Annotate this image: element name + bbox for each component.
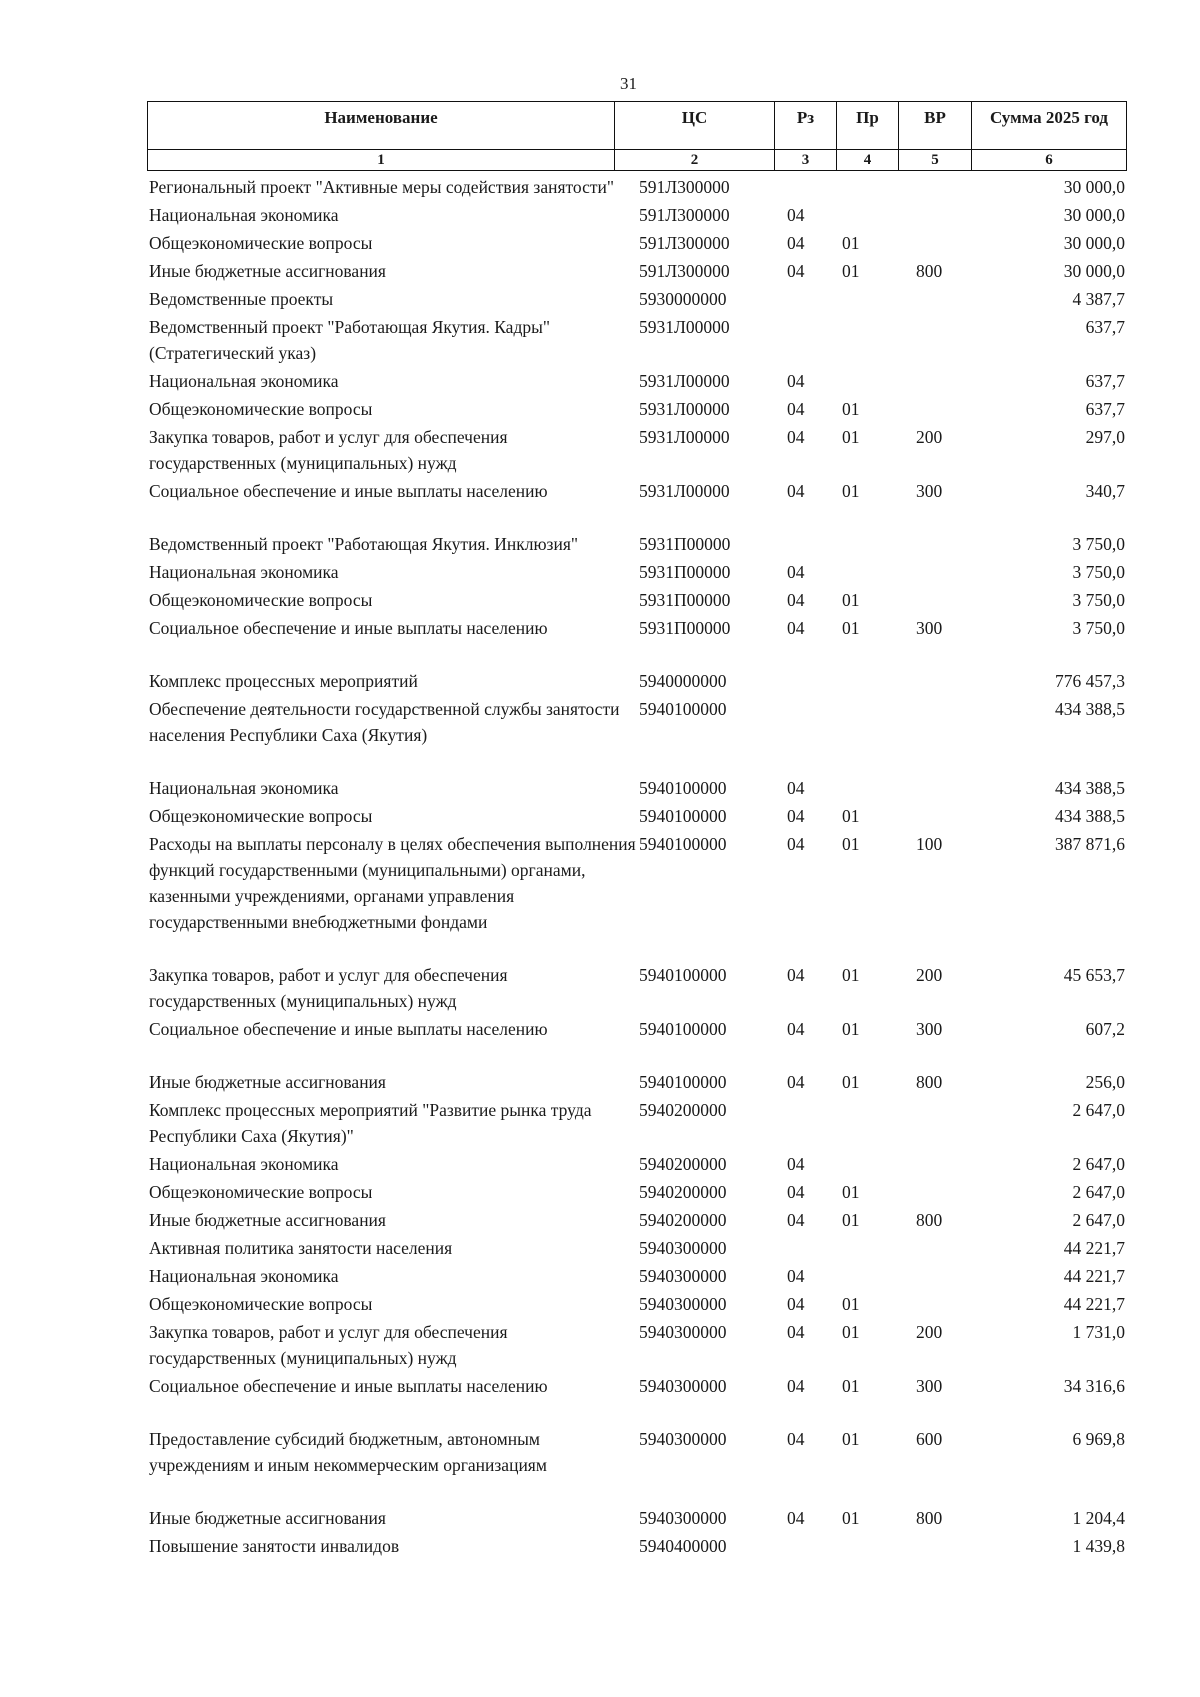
cell-rz [787, 314, 842, 366]
cell-vr: 800 [916, 1210, 943, 1230]
header-numbers-row [148, 149, 1126, 171]
cell-pr: 01 [842, 427, 860, 447]
cell-name: Активная политика занятости населения [149, 1238, 453, 1258]
table-row [147, 368, 1125, 394]
table-row [147, 962, 1125, 1014]
cell-pr: 01 [842, 834, 860, 854]
cell-name: Предоставление субсидий бюджетным, автономным учреждениям и иным некоммерческим организациям [149, 1429, 547, 1475]
cell-name: Расходы на выплаты персоналу в целях обеспечения выполнения функций государственными (муниципальными) органами, казенными учреждениями, органами управления государственными внебюджетными фондами [149, 834, 636, 932]
cell-vr [916, 1235, 974, 1261]
cell-name: Национальная экономика [149, 1266, 339, 1286]
cell-sum: 434 388,5 [1055, 699, 1125, 719]
column-number: 5 [898, 149, 971, 171]
cell-cs: 5940100000 [639, 806, 727, 826]
cell-cs: 5931П00000 [639, 534, 731, 554]
cell-rz: 04 [787, 778, 805, 798]
column-number: 2 [614, 149, 774, 171]
table-row [147, 587, 1125, 613]
cell-vr: 300 [916, 618, 943, 638]
cell-pr: 01 [842, 481, 860, 501]
table-row [147, 615, 1125, 641]
cell-rz: 04 [787, 1210, 805, 1230]
cell-cs: 5940300000 [639, 1238, 727, 1258]
cell-sum: 297,0 [1085, 427, 1125, 447]
cell-cs: 591Л300000 [639, 261, 730, 281]
cell-rz: 04 [787, 399, 805, 419]
table-row [147, 396, 1125, 422]
cell-vr [916, 775, 974, 801]
cell-pr: 01 [842, 1429, 860, 1449]
cell-sum: 2 647,0 [1072, 1154, 1125, 1174]
cell-pr [842, 559, 916, 585]
cell-name: Национальная экономика [149, 778, 339, 798]
cell-cs: 5940100000 [639, 1072, 727, 1092]
cell-name: Комплекс процессных мероприятий "Развитие рынка труда Республики Саха (Якутия)" [149, 1100, 592, 1146]
cell-sum: 1 439,8 [1072, 1536, 1125, 1556]
cell-name: Социальное обеспечение и иные выплаты населению [149, 1376, 548, 1396]
cell-cs: 5940000000 [639, 671, 727, 691]
cell-rz [787, 174, 842, 200]
cell-sum: 44 221,7 [1063, 1238, 1125, 1258]
table-row [147, 1426, 1125, 1478]
table-row [147, 424, 1125, 476]
cell-vr [916, 174, 974, 200]
cell-pr: 01 [842, 1322, 860, 1342]
cell-pr: 01 [842, 1376, 860, 1396]
cell-rz [787, 286, 842, 312]
cell-rz: 04 [787, 806, 805, 826]
cell-cs: 5940200000 [639, 1100, 727, 1120]
cell-rz: 04 [787, 205, 805, 225]
cell-rz: 04 [787, 1429, 805, 1449]
cell-name: Иные бюджетные ассигнования [149, 1072, 386, 1092]
cell-sum: 637,7 [1085, 371, 1125, 391]
table-row [147, 1235, 1125, 1261]
cell-vr [916, 559, 974, 585]
cell-pr: 01 [842, 590, 860, 610]
cell-pr [842, 368, 916, 394]
cell-cs: 5940100000 [639, 965, 727, 985]
header-titles-row [148, 102, 1126, 149]
table-row [147, 1373, 1125, 1399]
cell-cs: 5940100000 [639, 1019, 727, 1039]
cell-vr [916, 668, 974, 694]
cell-vr [916, 1263, 974, 1289]
cell-vr [916, 1291, 974, 1317]
column-number: 6 [971, 149, 1126, 171]
table-row [147, 1016, 1125, 1042]
cell-name: Обеспечение деятельности государственной службы занятости населения Республики Саха (Якутия) [149, 699, 620, 745]
cell-rz [787, 1097, 842, 1149]
cell-cs: 5931П00000 [639, 562, 731, 582]
cell-rz: 04 [787, 562, 805, 582]
cell-sum: 2 647,0 [1072, 1210, 1125, 1230]
cell-name: Закупка товаров, работ и услуг для обеспечения государственных (муниципальных) нужд [149, 1322, 508, 1368]
table-row [147, 831, 1125, 935]
table-row [147, 202, 1125, 228]
cell-pr [842, 1235, 916, 1261]
header-rz: Рз [774, 102, 836, 149]
cell-sum: 3 750,0 [1072, 534, 1125, 554]
column-number: 3 [774, 149, 836, 171]
table-row [147, 1291, 1125, 1317]
cell-sum: 637,7 [1085, 399, 1125, 419]
cell-pr [842, 286, 916, 312]
cell-name: Социальное обеспечение и иные выплаты населению [149, 1019, 548, 1039]
cell-sum: 30 000,0 [1063, 205, 1125, 225]
cell-pr [842, 314, 916, 366]
cell-name: Общеэкономические вопросы [149, 399, 373, 419]
cell-cs: 5931Л00000 [639, 481, 730, 501]
table-row [147, 1097, 1125, 1149]
cell-pr [842, 1533, 916, 1559]
cell-sum: 387 871,6 [1055, 834, 1125, 854]
table-row [147, 559, 1125, 585]
cell-sum: 607,2 [1085, 1019, 1125, 1039]
cell-vr [916, 314, 974, 366]
cell-sum: 1 731,0 [1072, 1322, 1125, 1342]
cell-pr: 01 [842, 261, 860, 281]
cell-vr [916, 368, 974, 394]
cell-cs: 5931П00000 [639, 590, 731, 610]
cell-vr [916, 286, 974, 312]
cell-vr [916, 531, 974, 557]
cell-pr: 01 [842, 806, 860, 826]
cell-cs: 5940300000 [639, 1294, 727, 1314]
table-row [147, 258, 1125, 284]
cell-sum: 3 750,0 [1072, 590, 1125, 610]
cell-vr [916, 803, 974, 829]
cell-pr: 01 [842, 1182, 860, 1202]
cell-sum: 776 457,3 [1055, 671, 1125, 691]
cell-sum: 3 750,0 [1072, 618, 1125, 638]
table-row [147, 803, 1125, 829]
cell-name: Национальная экономика [149, 562, 339, 582]
cell-sum: 637,7 [1085, 317, 1125, 337]
cell-name: Иные бюджетные ассигнования [149, 1210, 386, 1230]
cell-pr: 01 [842, 965, 860, 985]
cell-rz: 04 [787, 233, 805, 253]
cell-sum: 4 387,7 [1072, 289, 1125, 309]
cell-cs: 5931Л00000 [639, 317, 730, 337]
cell-sum: 44 221,7 [1063, 1266, 1125, 1286]
cell-cs: 5940300000 [639, 1322, 727, 1342]
table-row [147, 1207, 1125, 1233]
cell-cs: 5940400000 [639, 1536, 727, 1556]
cell-pr [842, 1151, 916, 1177]
cell-name: Национальная экономика [149, 371, 339, 391]
cell-vr: 800 [916, 1508, 943, 1528]
cell-sum: 6 969,8 [1072, 1429, 1125, 1449]
cell-pr: 01 [842, 1294, 860, 1314]
table-row [147, 1533, 1125, 1559]
cell-cs: 5940100000 [639, 699, 727, 719]
cell-name: Национальная экономика [149, 205, 339, 225]
cell-rz [787, 1533, 842, 1559]
cell-sum: 1 204,4 [1072, 1508, 1125, 1528]
table-header [147, 101, 1127, 171]
cell-name: Комплекс процессных мероприятий [149, 671, 418, 691]
cell-rz: 04 [787, 481, 805, 501]
cell-cs: 591Л300000 [639, 177, 730, 197]
cell-rz: 04 [787, 1019, 805, 1039]
cell-pr: 01 [842, 1508, 860, 1528]
cell-pr [842, 1097, 916, 1149]
cell-vr [916, 1097, 974, 1149]
cell-sum: 256,0 [1085, 1072, 1125, 1092]
cell-rz [787, 531, 842, 557]
cell-cs: 5931Л00000 [639, 399, 730, 419]
cell-rz: 04 [787, 261, 805, 281]
cell-vr [916, 1179, 974, 1205]
cell-sum: 434 388,5 [1055, 806, 1125, 826]
page-number: 31 [620, 74, 637, 93]
table-row [147, 286, 1125, 312]
cell-name: Национальная экономика [149, 1154, 339, 1174]
cell-vr: 300 [916, 481, 943, 501]
cell-vr: 800 [916, 1072, 943, 1092]
cell-vr: 300 [916, 1019, 943, 1039]
cell-name: Повышение занятости инвалидов [149, 1536, 400, 1556]
header-name: Наименование [324, 108, 438, 127]
cell-rz [787, 668, 842, 694]
cell-name: Общеэкономические вопросы [149, 590, 373, 610]
cell-name: Ведомственный проект "Работающая Якутия. Кадры" (Стратегический указ) [149, 317, 551, 363]
table-row [147, 230, 1125, 256]
cell-cs: 5940300000 [639, 1508, 727, 1528]
cell-sum: 45 653,7 [1063, 965, 1125, 985]
cell-vr: 200 [916, 965, 943, 985]
cell-rz [787, 696, 842, 748]
cell-rz: 04 [787, 427, 805, 447]
cell-rz: 04 [787, 1072, 805, 1092]
table-row [147, 531, 1125, 557]
cell-sum: 340,7 [1085, 481, 1125, 501]
cell-vr: 600 [916, 1429, 943, 1449]
cell-sum: 44 221,7 [1063, 1294, 1125, 1314]
cell-cs: 591Л300000 [639, 205, 730, 225]
cell-pr: 01 [842, 1210, 860, 1230]
cell-vr: 300 [916, 1376, 943, 1396]
cell-vr [916, 587, 974, 613]
cell-name: Социальное обеспечение и иные выплаты населению [149, 618, 548, 638]
cell-vr [916, 1533, 974, 1559]
cell-pr [842, 696, 916, 748]
table-row [147, 314, 1125, 366]
cell-pr [842, 202, 916, 228]
cell-rz: 04 [787, 1266, 805, 1286]
cell-sum: 30 000,0 [1063, 177, 1125, 197]
cell-cs: 5930000000 [639, 289, 727, 309]
table-row [147, 1505, 1125, 1531]
cell-rz: 04 [787, 965, 805, 985]
cell-vr: 800 [916, 261, 943, 281]
cell-vr [916, 202, 974, 228]
cell-pr: 01 [842, 399, 860, 419]
cell-pr: 01 [842, 618, 860, 638]
cell-pr: 01 [842, 1019, 860, 1039]
cell-pr: 01 [842, 233, 860, 253]
cell-sum: 434 388,5 [1055, 778, 1125, 798]
cell-name: Общеэкономические вопросы [149, 233, 373, 253]
cell-rz: 04 [787, 834, 805, 854]
cell-rz: 04 [787, 618, 805, 638]
cell-name: Общеэкономические вопросы [149, 1294, 373, 1314]
column-number: 4 [836, 149, 898, 171]
cell-cs: 5940300000 [639, 1266, 727, 1286]
cell-vr [916, 396, 974, 422]
cell-name: Региональный проект "Активные меры содействия занятости" [149, 177, 615, 197]
cell-vr [916, 230, 974, 256]
cell-cs: 5940200000 [639, 1210, 727, 1230]
cell-sum: 34 316,6 [1063, 1376, 1125, 1396]
cell-name: Ведомственные проекты [149, 289, 334, 309]
cell-cs: 5940300000 [639, 1376, 727, 1396]
cell-rz: 04 [787, 1154, 805, 1174]
cell-name: Ведомственный проект "Работающая Якутия. Инклюзия" [149, 534, 579, 554]
cell-cs: 5931П00000 [639, 618, 731, 638]
cell-vr [916, 696, 974, 748]
cell-sum: 2 647,0 [1072, 1100, 1125, 1120]
header-cs: ЦС [614, 102, 774, 149]
cell-rz: 04 [787, 1322, 805, 1342]
table-row [147, 1151, 1125, 1177]
cell-cs: 5940100000 [639, 778, 727, 798]
cell-cs: 5940100000 [639, 834, 727, 854]
cell-rz: 04 [787, 1182, 805, 1202]
cell-rz: 04 [787, 1508, 805, 1528]
table-row [147, 1263, 1125, 1289]
cell-cs: 591Л300000 [639, 233, 730, 253]
header-sum: Сумма 2025 год [971, 102, 1126, 149]
cell-vr [916, 1151, 974, 1177]
table-row [147, 478, 1125, 504]
table-row [147, 696, 1125, 748]
cell-rz: 04 [787, 1294, 805, 1314]
table-row [147, 1179, 1125, 1205]
cell-name: Общеэкономические вопросы [149, 806, 373, 826]
cell-rz: 04 [787, 1376, 805, 1396]
cell-vr: 100 [916, 834, 943, 854]
cell-vr: 200 [916, 1322, 943, 1342]
cell-cs: 5940200000 [639, 1182, 727, 1202]
cell-pr: 01 [842, 1072, 860, 1092]
cell-pr [842, 174, 916, 200]
cell-name: Иные бюджетные ассигнования [149, 1508, 386, 1528]
cell-pr [842, 668, 916, 694]
cell-pr [842, 531, 916, 557]
cell-sum: 30 000,0 [1063, 233, 1125, 253]
cell-name: Социальное обеспечение и иные выплаты населению [149, 481, 548, 501]
cell-cs: 5931Л00000 [639, 427, 730, 447]
header-pr: Пр [836, 102, 898, 149]
table-body [147, 174, 1125, 1561]
cell-name: Общеэкономические вопросы [149, 1182, 373, 1202]
column-number: 1 [148, 149, 614, 171]
cell-cs: 5931Л00000 [639, 371, 730, 391]
cell-sum: 3 750,0 [1072, 562, 1125, 582]
cell-name: Иные бюджетные ассигнования [149, 261, 386, 281]
cell-name: Закупка товаров, работ и услуг для обеспечения государственных (муниципальных) нужд [149, 965, 508, 1011]
table-row [147, 1319, 1125, 1371]
table-row [147, 775, 1125, 801]
cell-sum: 30 000,0 [1063, 261, 1125, 281]
cell-name: Закупка товаров, работ и услуг для обеспечения государственных (муниципальных) нужд [149, 427, 508, 473]
cell-rz: 04 [787, 371, 805, 391]
cell-rz: 04 [787, 590, 805, 610]
cell-pr [842, 1263, 916, 1289]
cell-sum: 2 647,0 [1072, 1182, 1125, 1202]
cell-cs: 5940300000 [639, 1429, 727, 1449]
header-vr: ВР [898, 102, 971, 149]
table-row [147, 1069, 1125, 1095]
cell-pr [842, 775, 916, 801]
cell-cs: 5940200000 [639, 1154, 727, 1174]
cell-rz [787, 1235, 842, 1261]
table-row [147, 174, 1125, 200]
table-row [147, 668, 1125, 694]
cell-vr: 200 [916, 427, 943, 447]
